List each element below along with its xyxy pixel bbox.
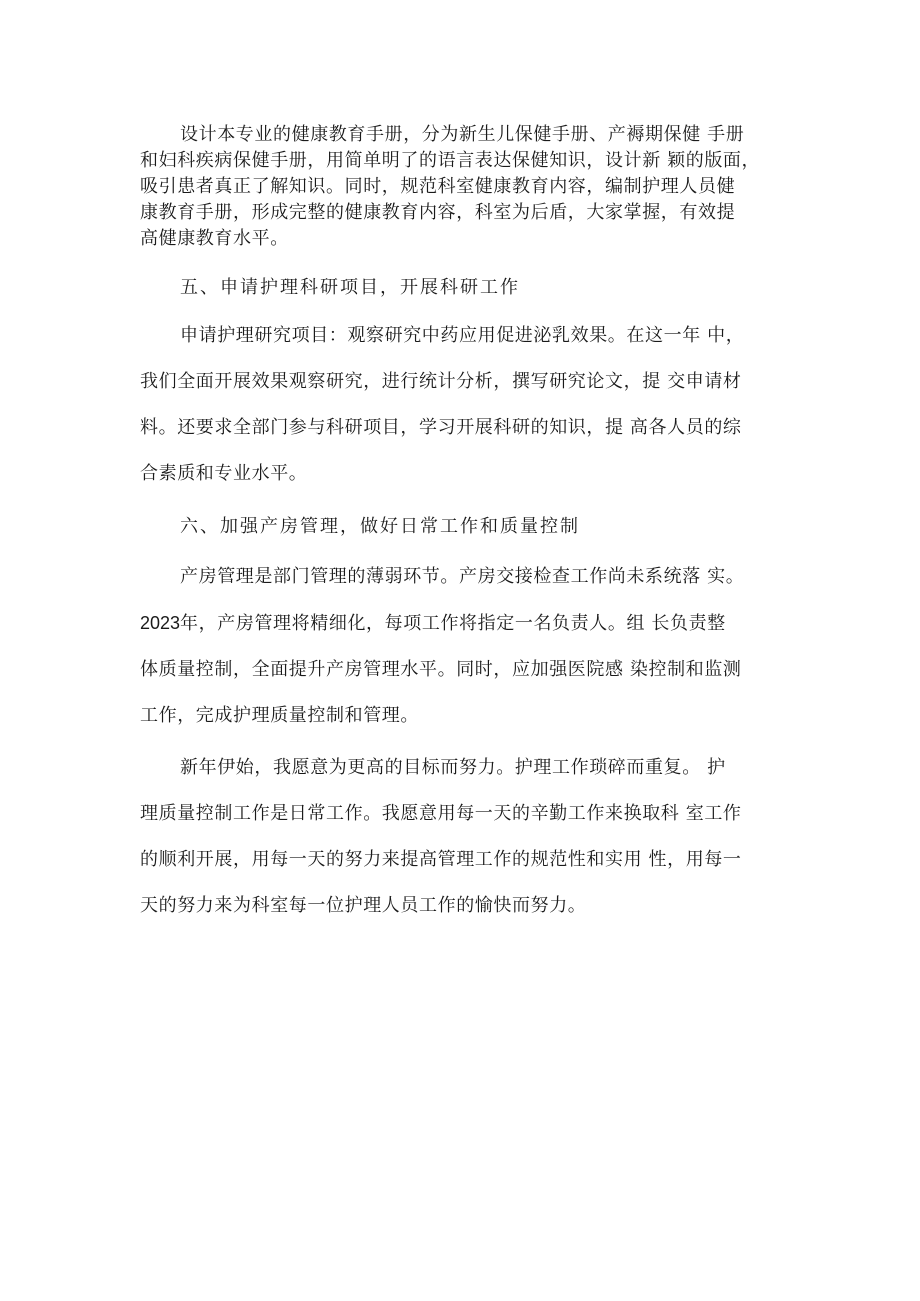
text-line-rest: 年，产房管理将精细化，每项工作将指定一名负责人。组 长负责整 (180, 613, 726, 634)
text-line: 产房管理是部门管理的薄弱环节。产房交接检查工作尚未系统落 实。 (180, 566, 745, 587)
text-line: 工作，完成护理质量控制和管理。 (140, 705, 419, 726)
text-line: 康教育手册，形成完整的健康教育内容，科室为后盾，大家掌握，有效提 (140, 202, 736, 223)
text-line: 的顺利开展，用每一天的努力来提高管理工作的规范性和实用 性，用每一 (140, 849, 742, 870)
text-line: 理质量控制工作是日常工作。我愿意用每一天的辛勤工作来换取科 室工作 (140, 803, 742, 824)
text-line: 我们全面开展效果观察研究，进行统计分析，撰写研究论文，提 交申请材 (140, 371, 742, 392)
text-line: 高健康教育水平。 (140, 228, 289, 249)
text-line: 和妇科疾病保健手册，用简单明了的语言表达保健知识，设计新 颖的版面， (140, 150, 761, 171)
text-line: 设计本专业的健康教育手册，分为新生儿保健手册、产褥期保健 手册 (180, 124, 745, 145)
paragraph-research (140, 313, 800, 497)
section-heading-research: 五、申请护理科研项目，开展科研工作 (180, 277, 520, 298)
text-line: 天的努力来为科室每一位护理人员工作的愉快而努力。 (140, 895, 587, 916)
text-line: 料。还要求全部门参与科研项目，学习开展科研的知识，提 高各人员的综 (140, 417, 742, 438)
paragraph-new-year (140, 745, 800, 929)
text-line: 吸引患者真正了解知识。同时，规范科室健康教育内容，编制护理人员健 (140, 176, 736, 197)
year-number: 2023 (140, 613, 181, 633)
section-heading-delivery-room: 六、加强产房管理，做好日常工作和质量控制 (180, 516, 580, 537)
text-line: 新年伊始，我愿意为更高的目标而努力。护理工作琐碎而重复。 护 (180, 757, 726, 778)
paragraph-delivery-room (140, 554, 800, 739)
text-line: 申请护理研究项目：观察研究中药应用促进泌乳效果。在这一年 中， (180, 325, 745, 346)
text-line (140, 600, 800, 647)
text-line: 合素质和专业水平。 (140, 463, 308, 484)
paragraph-handbook (140, 122, 800, 252)
text-line: 体质量控制，全面提升产房管理水平。同时，应加强医院感 染控制和监测 (140, 659, 742, 680)
